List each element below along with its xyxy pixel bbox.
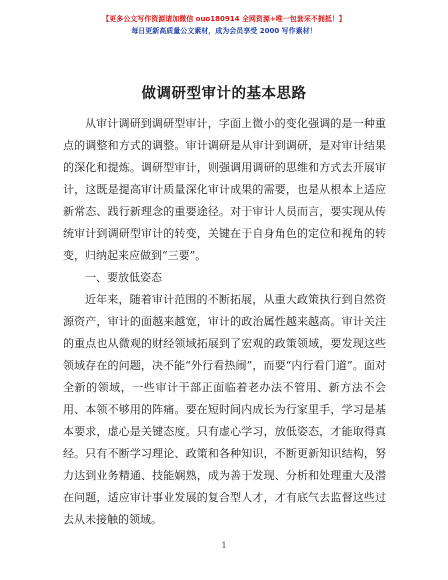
document-body bbox=[63, 113, 386, 531]
document-title: 做调研型审计的基本思路 bbox=[141, 85, 307, 102]
section-heading: 一、要放低姿态 bbox=[85, 271, 162, 284]
page-number: 1 bbox=[221, 541, 227, 550]
watermark-banner bbox=[0, 13, 448, 37]
banner-promo-line: 【更多公文写作资源请加微信 ouo180914 全网资源+唯一包套采不拥抵！】 bbox=[102, 15, 346, 23]
body-paragraph: 近年来，随着审计范围的不断拓展，从重大政策执行到自然资源资产，审计的面越来越宽，审计的政治属性越来越高。审计关注的重点也从微观的财经领域拓展到了宏观的政策领域，要发现这些领域存在的问题，决不能“外行看热闹”，而要“内行看门道”。面对全新的领域，一些审计干部正面临着老办法不管用、新方法不会用、本领不够用的阵痛。要在短时间内成长为行家里手，学习是基本要求，虚心是关键态度。只有虚心学习，放低姿态，才能取得真经。只有不断学习理论、政策和各种知识，不断更新知识结构，努力达到业务精通、技能娴熟，成为善于发现、分析和处理重大及潜在问题，适应审计事业发展的复合型人才，才有底气去监督这些过去从未接触的领域。 bbox=[63, 293, 386, 526]
intro-paragraph: 从审计调研到调研型审计，字面上微小的变化强调的是一种重点的调整和方式的调整。审计调研是从审计到调研，是对审计结果的深化和提炼。调研型审计，则强调用调研的思维和方式去开展审计，这既是提高审计质量深化审计成果的需要，也是从根本上适应新常态、践行新理念的重要途径。对于审计人员而言，要实现从传统审计到调研型审计的转变，关键在于自身角色的定位和视角的转变，归纳起来应做到“三要”。 bbox=[63, 117, 386, 262]
banner-member-line: 每日更新高质量公文素材，成为会员享受 2000 写作素材！ bbox=[131, 27, 317, 35]
